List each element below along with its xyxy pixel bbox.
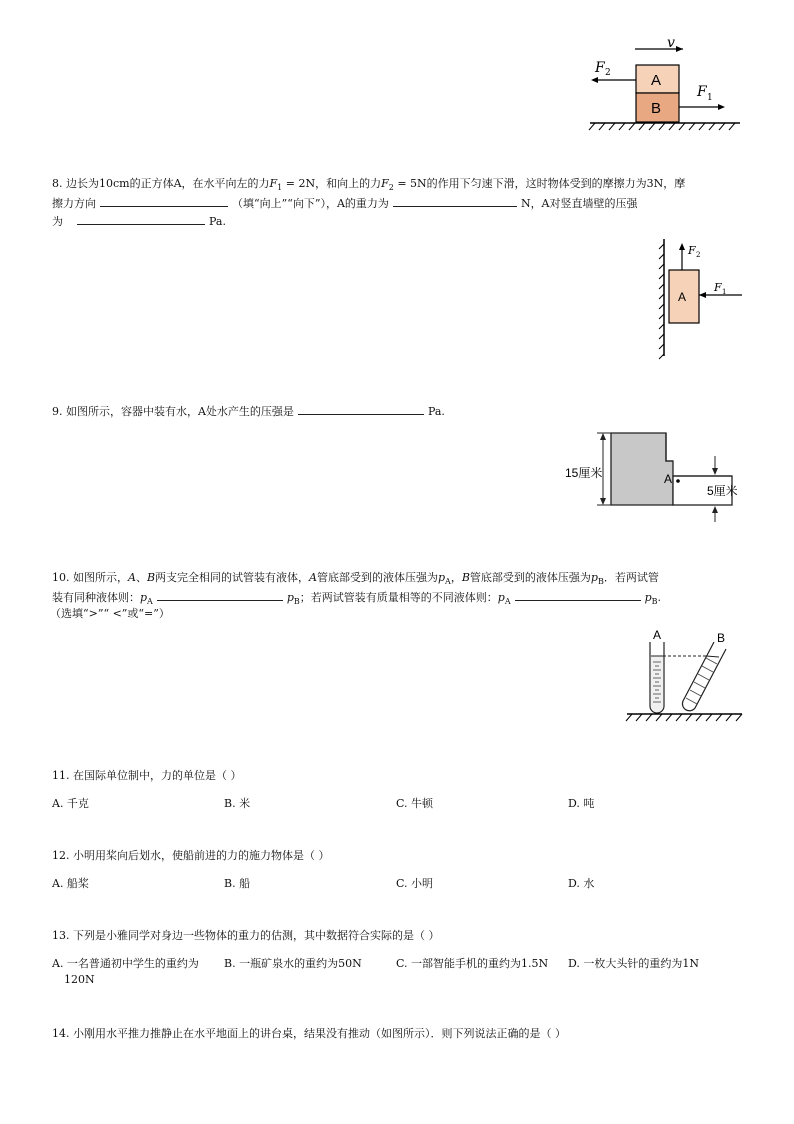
- tube-a-label: A: [653, 628, 662, 642]
- q8-blank-gravity[interactable]: [393, 195, 517, 207]
- q11-option-d[interactable]: D. 吨: [568, 797, 595, 810]
- q13-option-a-continuation: 120N: [64, 973, 95, 986]
- tube-b-label: B: [717, 631, 726, 645]
- f2-label: F: [688, 244, 696, 257]
- q13-stem: 13. 下列是小雅同学对身边一些物体的重力的估测，其中数据符合实际的是（ ）: [52, 929, 440, 942]
- q13-option-b[interactable]: B. 一瓶矿泉水的重约为50N: [224, 957, 362, 970]
- q14-stem: 14. 小刚用水平推力推静止在水平地面上的讲台桌，结果没有推动（如图所示）．则下列说法正确的是（ ）: [52, 1027, 566, 1040]
- f1-label: F: [697, 84, 707, 100]
- height-5cm-label: 5厘米: [707, 484, 738, 498]
- figure-blocks-ab: [585, 35, 745, 135]
- block-a-label: A: [651, 72, 662, 89]
- q10-blank-different-liquid[interactable]: [515, 589, 641, 601]
- q8-line2: 擦力方向 （填“向上”“向下”），A的重力为 N，A对竖直墙壁的压强: [52, 197, 638, 210]
- f2-sub: 2: [696, 251, 701, 259]
- q12-stem: 12. 小明用桨向后划水，使船前进的力的施力物体是（ ）: [52, 849, 330, 862]
- block-b-label: B: [651, 100, 662, 117]
- block-a-label: A: [678, 290, 687, 304]
- q8-blank-direction[interactable]: [100, 195, 228, 207]
- q10-line2: 装有同种液体则：$p_A$ $p_B$；若两试管装有质量相等的不同液体则：$p_A$ $p_B$.: [52, 591, 662, 607]
- q9-blank-pressure[interactable]: [298, 403, 424, 415]
- q11-stem: 11. 在国际单位制中，力的单位是（ ）: [52, 769, 242, 782]
- q11-option-b[interactable]: B. 米: [224, 797, 251, 810]
- q12-option-c[interactable]: C. 小明: [396, 877, 434, 890]
- q12-option-b[interactable]: B. 船: [224, 877, 251, 890]
- q8-blank-pressure[interactable]: [77, 213, 205, 225]
- f2-label: F: [595, 60, 605, 76]
- f1-label: F: [714, 281, 722, 294]
- f2-sub: 2: [605, 68, 611, 78]
- q10-blank-same-liquid[interactable]: [157, 589, 283, 601]
- figure-wall-block: [650, 236, 750, 361]
- q10-line1: 10. 如图所示，A、B两支完全相同的试管装有液体，A管底部受到的液体压强为$p_A$，B管底部受到的液体压强为$p_B$．若两试管: [52, 571, 659, 587]
- height-15cm-label: 15厘米: [565, 466, 603, 480]
- q9-text: 9. 如图所示，容器中装有水，A处水产生的压强是 Pa.: [52, 405, 445, 418]
- q12-option-d[interactable]: D. 水: [568, 877, 595, 890]
- point-a-label: A: [664, 472, 673, 486]
- q11-option-a[interactable]: A. 千克: [52, 797, 89, 810]
- f1-sub: 1: [707, 93, 713, 103]
- q12-option-a[interactable]: A. 船桨: [52, 877, 89, 890]
- q13-option-d[interactable]: D. 一枚大头针的重约为1N: [568, 957, 700, 970]
- q13-option-c[interactable]: C. 一部智能手机的重约为1.5N: [396, 957, 549, 970]
- f1-sub: 1: [722, 288, 727, 296]
- q10-line3: （选填“>”“ <”或“=”）: [50, 607, 170, 620]
- figure-water-container: [560, 425, 750, 525]
- q8-line1: 8. 边长为10cm的正方体A，在水平向左的力$F_1 = 2N$，和向上的力$F_2 = 5N$的作用下匀速下滑，这时物体受到的摩擦力为3N，摩: [52, 177, 686, 193]
- q8-line3: 为 Pa.: [52, 215, 226, 228]
- figure-test-tubes: [622, 628, 747, 728]
- q13-option-a[interactable]: A. 一名普通初中学生的重约为: [52, 957, 199, 970]
- velocity-label: v: [667, 35, 675, 51]
- q11-option-c[interactable]: C. 牛顿: [396, 797, 434, 810]
